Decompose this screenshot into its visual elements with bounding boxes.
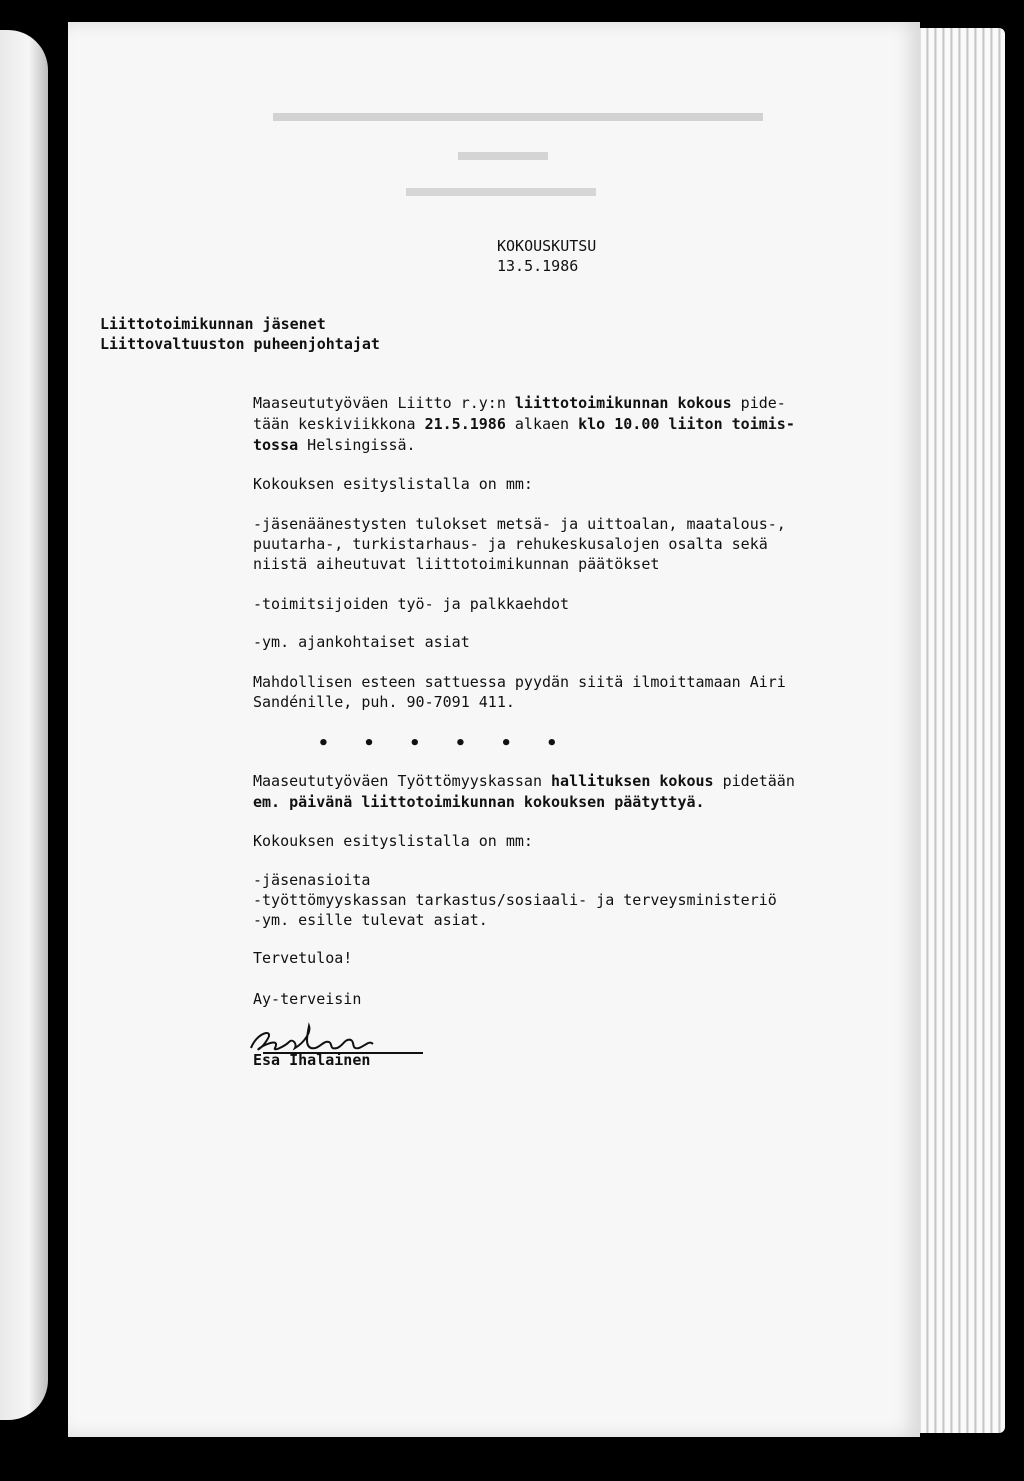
agenda-1-item-line: puutarha-, turkistarhaus- ja rehukeskusalojen osalta sekä [253,535,768,553]
document-date: 13.5.1986 [497,257,579,275]
facing-page-edge [0,30,48,1420]
absence-note-line-2: Sandénille, puh. 90-7091 411. [253,693,515,711]
letter-page [68,22,920,1437]
document-type: KOKOUSKUTSU [497,237,597,255]
agenda-2-item: -ym. esille tulevat asiat. [253,911,488,929]
recipient-line-1: Liittotoimikunnan jäsenet [100,315,326,333]
agenda-1-item: -toimitsijoiden työ- ja palkkaehdot [253,595,570,613]
bleed-through-heading [406,185,596,203]
recipient-line-2: Liittovaltuuston puheenjohtajat [100,335,380,353]
page-stack-edges [905,28,1005,1433]
absence-note-line-1: Mahdollisen esteen sattuessa pyydän siitä ilmoittamaan Airi [253,673,786,691]
agenda-1-item: -ym. ajankohtaiset asiat [253,633,470,651]
invitation-line-3: tossa Helsingissä. [253,436,416,454]
invitation-line-1: Maaseututyöväen Liitto r.y:n liittotoimikunnan kokous pide- [253,394,786,412]
agenda-1-intro: Kokouksen esityslistalla on mm: [253,475,533,493]
bleed-through-header [273,110,763,128]
agenda-1-item-line: niistä aiheutuvat liittotoimikunnan päätökset [253,555,660,573]
agenda-2-item: -työttömyyskassan tarkastus/sosiaali- ja terveysministeriö [253,891,777,909]
bleed-through-date [458,150,548,166]
agenda-1-item-line: -jäsenäänestysten tulokset metsä- ja uittoalan, maatalous-, [253,515,786,533]
invitation-line-2: tään keskiviikkona 21.5.1986 alkaen klo 10.00 liiton toimis- [253,415,795,433]
closing-text: Ay-terveisin [253,990,362,1008]
board-meeting-line-1: Maaseututyöväen Työttömyyskassan hallituksen kokous pidetään [253,772,795,790]
signer-name: Esa Ihalainen [253,1051,371,1069]
board-meeting-line-2: em. päivänä liittotoimikunnan kokouksen päätyttyä. [253,793,705,811]
agenda-2-item: -jäsenasioita [253,871,371,889]
agenda-2-intro: Kokouksen esityslistalla on mm: [253,832,533,850]
separator-bullets: • • • • • • [318,733,570,754]
welcome-text: Tervetuloa! [253,949,353,967]
